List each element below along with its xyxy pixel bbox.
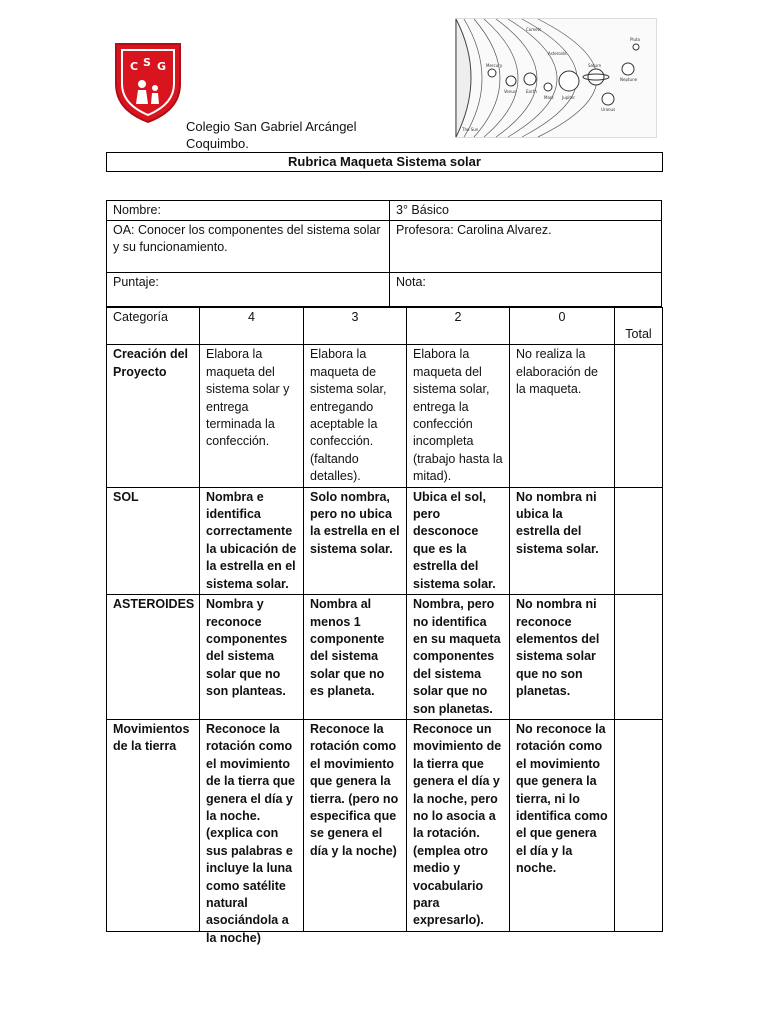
header-score-2: 2 [407,308,510,345]
label-earth: Earth [526,89,537,94]
nota-field: Nota: [390,273,662,307]
criterion-cell: Ubica el sol, pero desconoce que es la estrella del sistema solar. [407,487,510,594]
criterion-cell: No reconoce la rotación como el movimiento que genera la tierra, ni lo identifica como el que genera el día y la noche. [510,719,615,931]
criterion-cell: No nombra ni ubica la estrella del sistema solar. [510,487,615,594]
criterion-cell: Nombra y reconoce componentes del sistema solar que no son planteas. [200,595,304,720]
school-name: Colegio San Gabriel Arcángel [186,119,357,134]
table-row [107,719,663,931]
label-saturn: Saturn [588,63,602,68]
nombre-field: Nombre: [107,201,390,221]
category-cell: SOL [107,487,200,594]
label-comets: Comets [526,27,542,32]
rubric-header-row [107,308,663,345]
criterion-cell: Reconoce un movimiento de la tierra que genera el día y la noche, pero no lo asocia a la rotación. (emplea otro medio y vocabulario para expresarlo). [407,719,510,931]
student-info-table [106,200,662,307]
document-title: Rubrica Maqueta Sistema solar [106,152,663,172]
criterion-cell: Solo nombra, pero no ubica la estrella en el sistema solar. [304,487,407,594]
table-row [107,595,663,720]
header-score-3: 3 [304,308,407,345]
total-cell [615,719,663,931]
school-header [186,118,357,152]
crest-letter-3: G [157,60,167,73]
label-mars: Mars [544,95,554,100]
label-pluto: Pluto [630,37,641,42]
table-row [107,487,663,594]
label-the-sun: The Sun [462,127,479,132]
total-cell [615,345,663,487]
category-cell: Creación del Proyecto [107,345,200,487]
criterion-cell: Nombra, pero no identifica en su maqueta componentes del sistema solar que no son planetas. [407,595,510,720]
puntaje-field: Puntaje: [107,273,390,307]
criterion-cell: Elabora la maqueta del sistema solar y entrega terminada la confección. [200,345,304,487]
label-asteroids: Asteroids [548,51,567,56]
total-cell [615,487,663,594]
criterion-cell: Nombra e identifica correctamente la ubicación de la estrella en el sistema solar. [200,487,304,594]
header-score-0: 0 [510,308,615,345]
table-row [107,345,663,487]
criterion-cell: Nombra al menos 1 componente del sistema solar que no es planeta. [304,595,407,720]
category-cell: Movimientos de la tierra [107,719,200,931]
school-city: Coquimbo. [186,136,249,151]
curso-field: 3° Básico [390,201,662,221]
criterion-cell: Reconoce la rotación como el movimiento que genera la tierra. (pero no especifica que se genera el día y la noche) [304,719,407,931]
school-crest-logo [112,40,184,124]
label-neptune: Neptune [620,77,638,82]
criterion-cell: Elabora la maqueta del sistema solar, entrega la confección incompleta (trabajo hasta la mitad). [407,345,510,487]
crest-letter-1: C [130,60,139,73]
label-mercury: Mercury [486,63,503,68]
label-uranus: Uranus [601,107,616,112]
oa-field: OA: Conocer los componentes del sistema solar y su funcionamiento. [107,221,390,273]
solar-system-illustration [455,18,657,138]
criterion-cell: No nombra ni reconoce elementos del sistema solar que no son planetas. [510,595,615,720]
header-total: Total [615,308,663,345]
criterion-cell: No realiza la elaboración de la maqueta. [510,345,615,487]
crest-letter-2: S [143,56,151,69]
total-cell [615,595,663,720]
header-score-4: 4 [200,308,304,345]
header-categoria: Categoría [107,308,200,345]
category-cell: ASTEROIDES [107,595,200,720]
criterion-cell: Reconoce la rotación como el movimiento de la tierra que genera el día y la noche. (explica con sus palabras e incluye la luna como satélite natural asociándola a la noche) [206,721,295,945]
profesora-field: Profesora: Carolina Alvarez. [390,221,662,273]
criterion-cell: Elabora la maqueta de sistema solar, entregando aceptable la confección. (faltando detalles). [304,345,407,487]
label-jupiter: Jupiter [562,95,576,100]
rubric-table [106,307,663,945]
label-venus: Venus [504,89,517,94]
